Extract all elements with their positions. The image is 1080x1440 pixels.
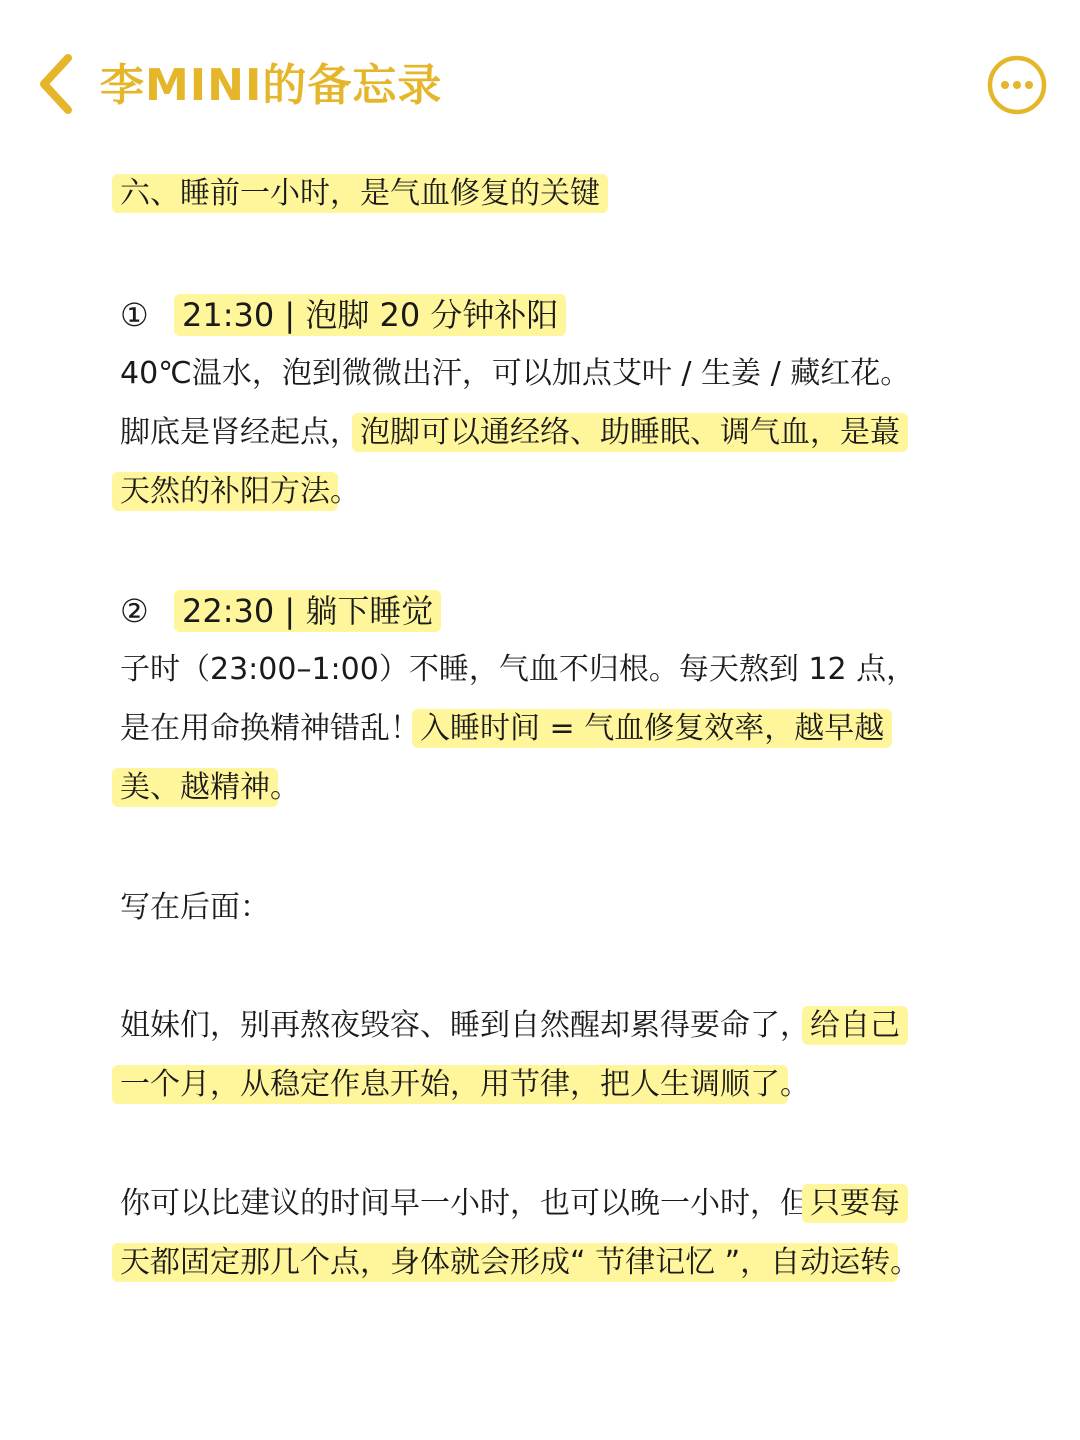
item-2-line-2 (120, 705, 884, 753)
afterword-p1-line-1-plain: 姐妹们，别再熬夜毁容、睡到自然醒却累得要命了， (120, 1008, 810, 1043)
item-2-line-3 (120, 764, 300, 812)
afterword-p1-line-2-highlight: 一个月，从稳定作息开始，用节律，把人生调顺了 (120, 1067, 780, 1102)
item-1-line-2-plain: 脚底是肾经起点， (120, 415, 360, 450)
afterword-p1-line-1-highlight: 给自己 (810, 1008, 900, 1043)
item-2-line-2-plain: 是在用命换精神错乱！ (120, 711, 420, 746)
item-1-line-3-highlight: 天然的补阳方法 (120, 474, 330, 509)
item-2-header (120, 586, 433, 636)
item-1-line-3-plain: 。 (330, 474, 360, 509)
item-2-title: 22:30 | 躺下睡觉 (182, 592, 434, 630)
item-2-line-1: 子时（23:00–1:00）不睡，气血不归根。每天熬到 12 点， (120, 652, 917, 687)
item-1-line-3 (120, 468, 360, 516)
afterword-p1-line-1 (120, 1002, 900, 1050)
afterword-p1-line-2-plain: 。 (780, 1067, 810, 1102)
item-1-line-2-highlight: 泡脚可以通经络、助睡眠、调气血，是蕞 (360, 415, 900, 450)
afterword-p2-line-1-plain: 你可以比建议的时间早一小时，也可以晚一小时，但 (120, 1186, 810, 1221)
item-2-line-2-highlight: 入睡时间 = 气血修复效率，越早越 (420, 711, 885, 746)
item-1-line-2 (120, 409, 900, 457)
afterword-heading: 写在后面： (120, 890, 270, 925)
afterword-p2-line-1 (120, 1180, 900, 1228)
item-2-line-3-highlight: 美、越精神 (120, 770, 270, 805)
section-heading-line (120, 170, 600, 218)
afterword-p1-line-2 (120, 1061, 810, 1109)
page-title: 李MINI的备忘录 (100, 60, 443, 111)
item-1-title: 21:30 | 泡脚 20 分钟补阳 (182, 296, 559, 334)
afterword-p2-line-1-highlight: 只要每 (810, 1186, 900, 1221)
item-1-header (120, 290, 558, 340)
section-heading: 六、睡前一小时，是气血修复的关键 (120, 176, 600, 211)
afterword-p2-line-2-plain: 。 (890, 1245, 921, 1280)
afterword-p2-line-2 (120, 1239, 920, 1287)
afterword-p2-line-2-highlight: 天都固定那几个点，身体就会形成“ 节律记忆 ”，自动运转 (120, 1245, 891, 1280)
item-2-number: ② (120, 592, 149, 630)
item-1-line-1: 40℃温水，泡到微微出汗，可以加点艾叶 / 生姜 / 藏红花。 (120, 356, 911, 391)
item-1-number: ① (120, 296, 149, 334)
item-2-line-3-plain: 。 (270, 770, 300, 805)
